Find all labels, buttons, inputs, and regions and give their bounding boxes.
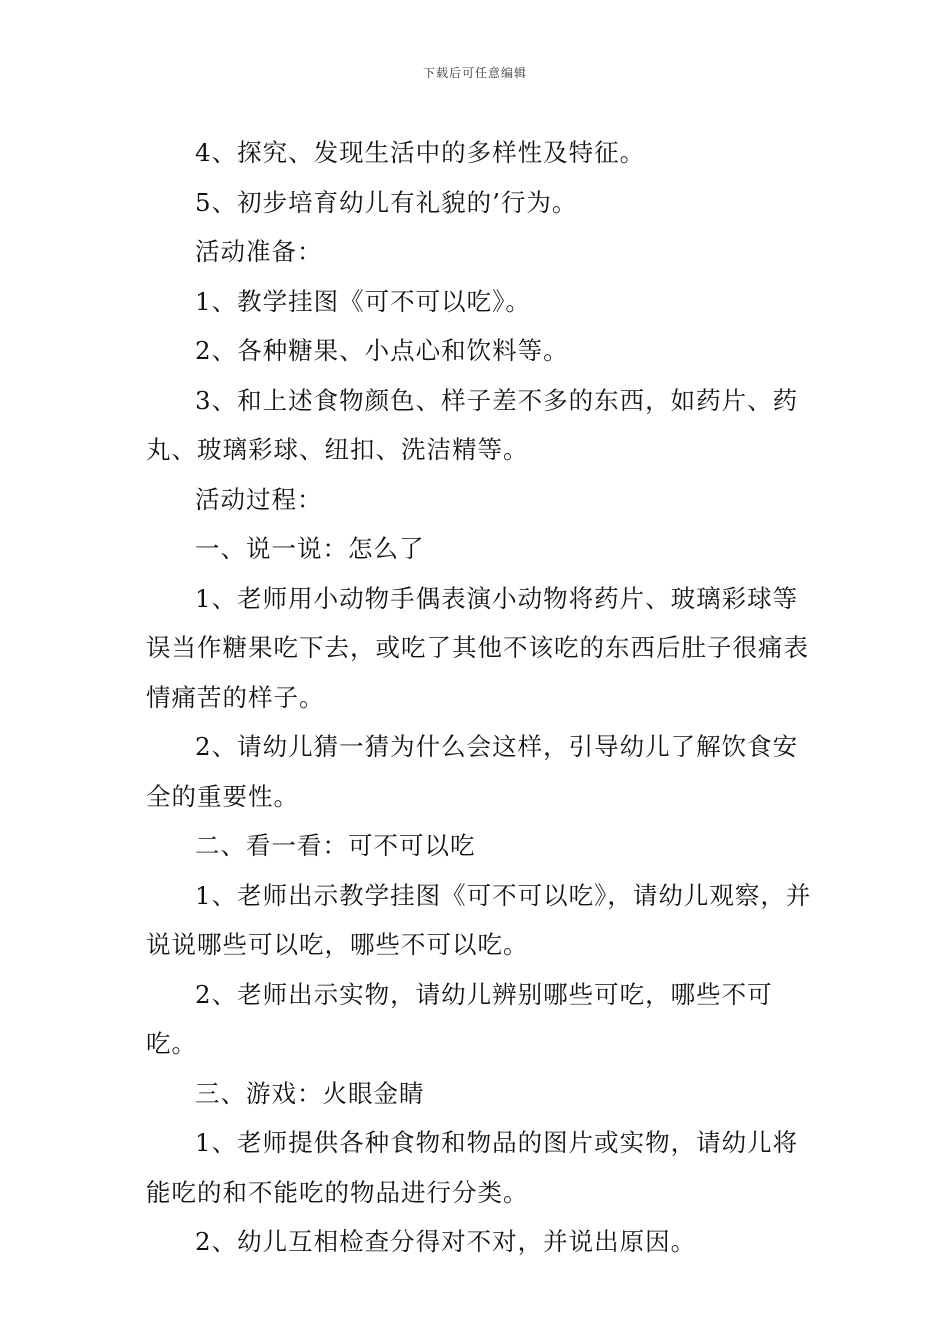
section-heading-process: 活动过程： bbox=[195, 484, 323, 514]
document-body bbox=[146, 128, 816, 1267]
page-header: 下载后可任意编辑 bbox=[422, 66, 527, 80]
section-heading-preparation: 活动准备： bbox=[195, 237, 323, 266]
paragraph-part3-2: 2、幼儿互相检查分得对不对，并说出原因。 bbox=[195, 1227, 697, 1256]
paragraph-part1-2: 2、请幼儿猜一猜为什么会这样，引导幼儿了解饮食安全的重要性。 bbox=[146, 732, 799, 811]
paragraph-prep-1: 1、教学挂图《可不可以吃》。 bbox=[195, 286, 531, 316]
paragraph-part2-2: 2、老师出示实物，请幼儿辨别哪些可吃，哪些不可吃。 bbox=[146, 979, 773, 1058]
subheading-part-1: 一、说一说：怎么了 bbox=[195, 534, 425, 563]
paragraph-part1-1: 1、老师用小动物手偶表演小动物将药片、玻璃彩球等误当作糖果吃下去，或吃了其他不该吃的东西后肚子很痛表情痛苦的样子。 bbox=[146, 583, 809, 712]
paragraph-part3-1: 1、老师提供各种食物和物品的图片或实物，请幼儿将能吃的和不能吃的物品进行分类。 bbox=[146, 1128, 799, 1207]
paragraph-part2-1: 1、老师出示教学挂图《可不可以吃》，请幼儿观察，并说说哪些可以吃，哪些不可以吃。 bbox=[146, 880, 812, 959]
paragraph-item-4: 4、探究、发现生活中的多样性及特征。 bbox=[195, 138, 646, 167]
subheading-part-3: 三、游戏：火眼金睛 bbox=[195, 1078, 425, 1108]
paragraph-prep-3: 3、和上述食物颜色、样子差不多的东西，如药片、药丸、玻璃彩球、纽扣、洗洁精等。 bbox=[146, 385, 799, 464]
paragraph-prep-2: 2、各种糖果、小点心和饮料等。 bbox=[195, 336, 569, 365]
subheading-part-2: 二、看一看：可不可以吃 bbox=[195, 831, 476, 860]
paragraph-item-5: 5、初步培育幼儿有礼貌的’行为。 bbox=[195, 187, 578, 217]
